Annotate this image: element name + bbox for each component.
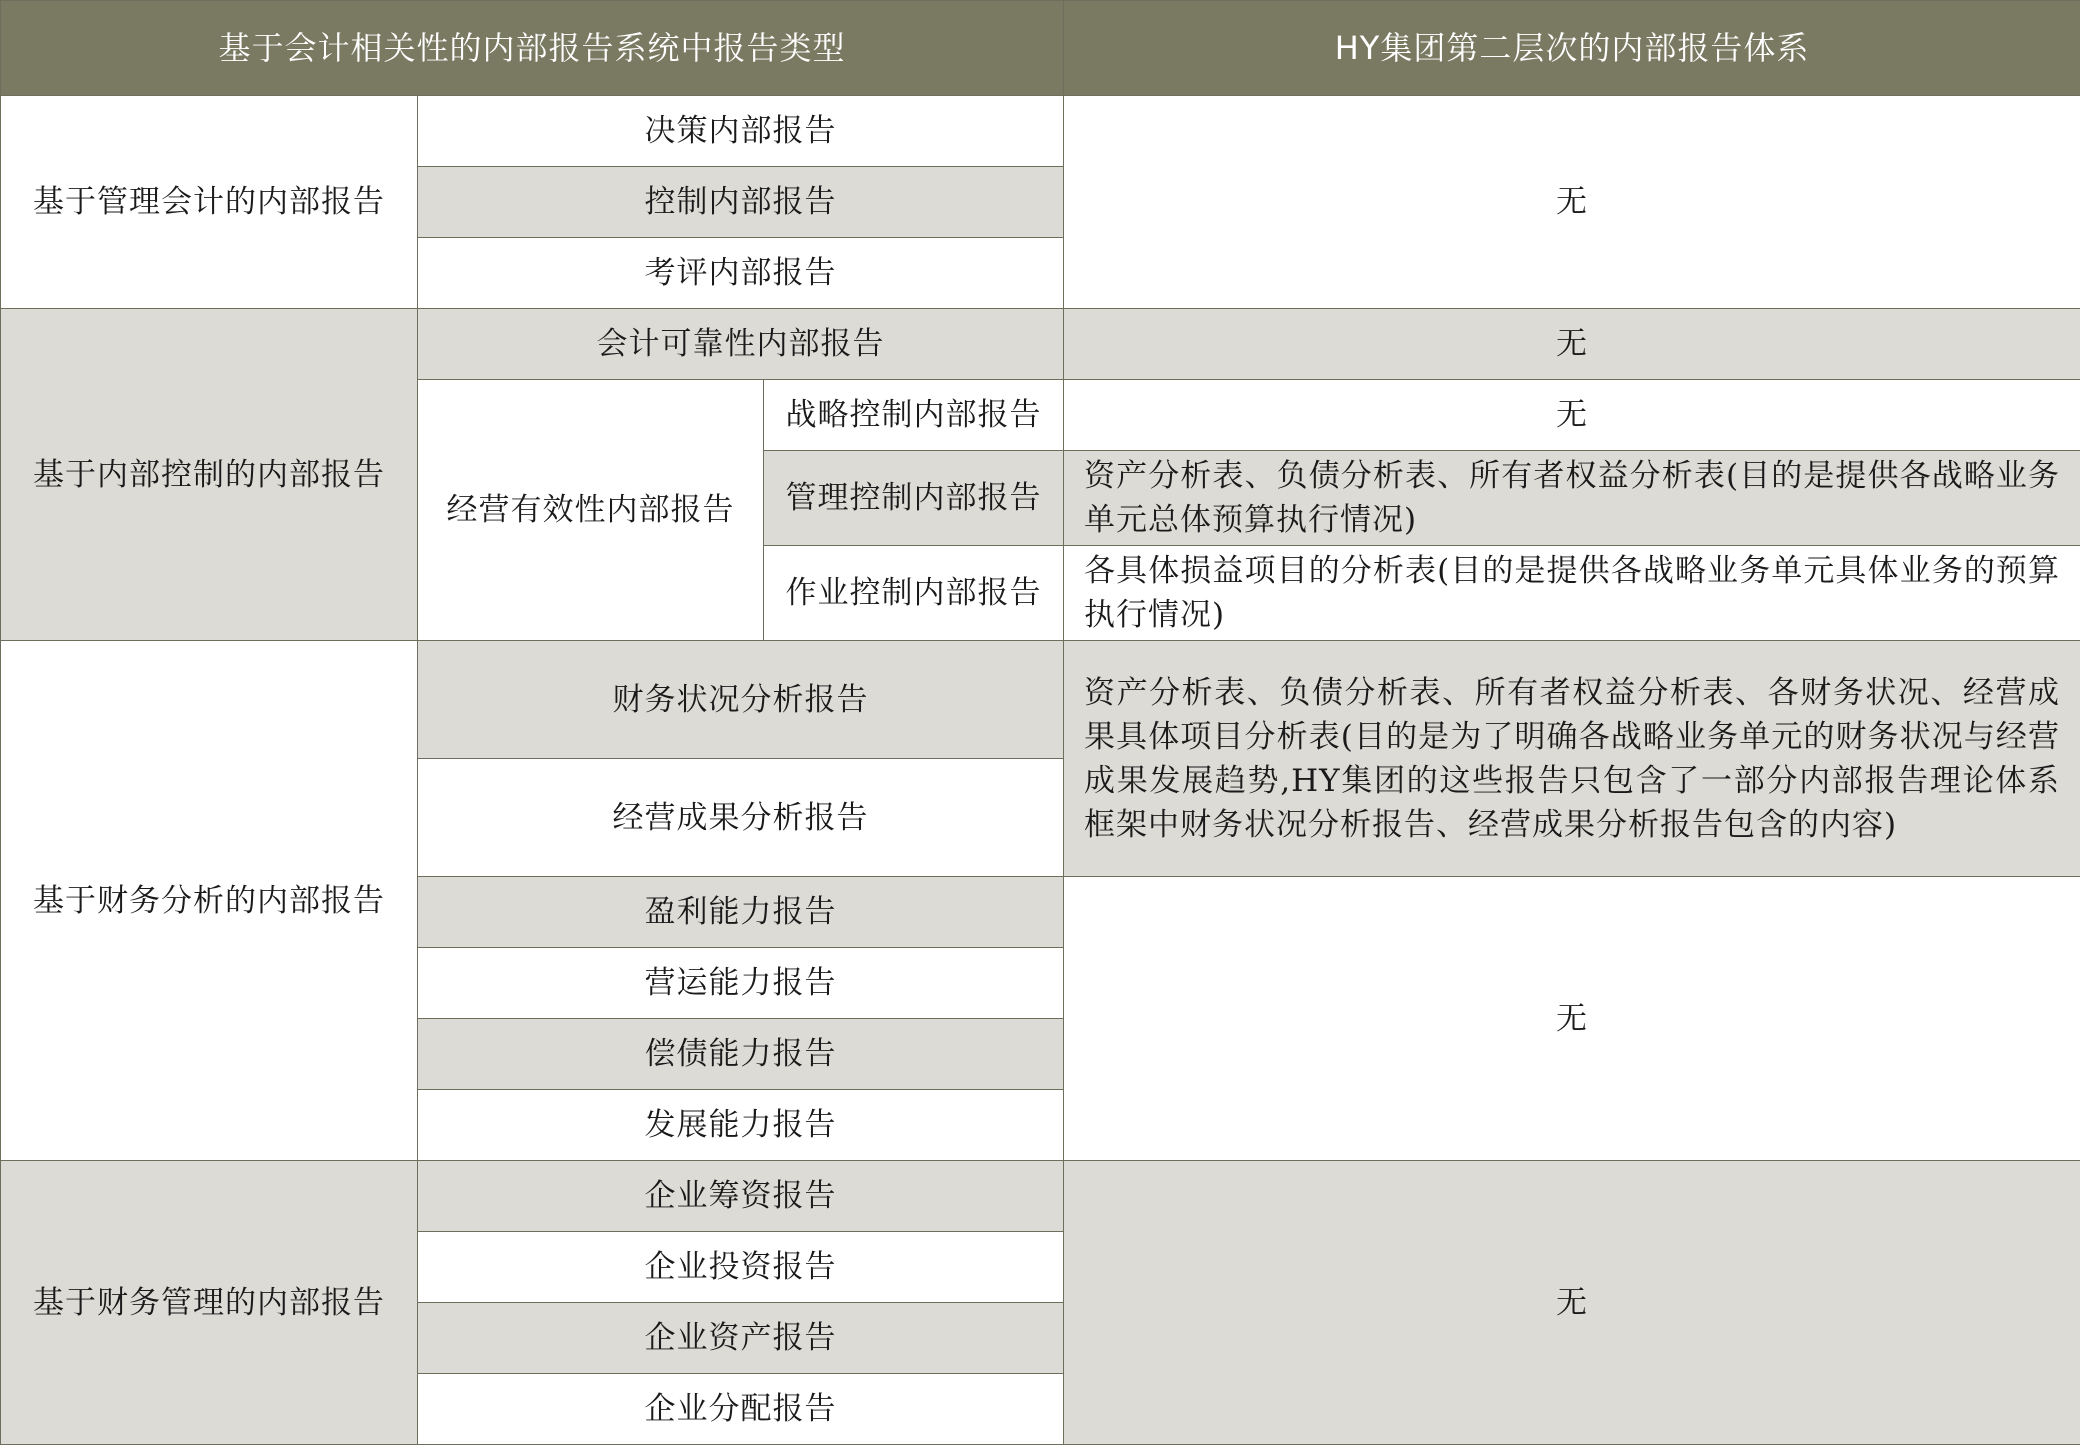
report-type-cell: 战略控制内部报告 bbox=[764, 380, 1064, 451]
report-type-cell: 管理控制内部报告 bbox=[764, 451, 1064, 546]
report-type-cell: 经营成果分析报告 bbox=[418, 759, 1064, 877]
report-type-cell: 考评内部报告 bbox=[418, 238, 1064, 309]
report-type-cell: 偿债能力报告 bbox=[418, 1019, 1064, 1090]
value-cell: 无 bbox=[1064, 877, 2080, 1161]
group-financial-management: 基于财务管理的内部报告 bbox=[1, 1161, 418, 1445]
report-type-cell: 会计可靠性内部报告 bbox=[418, 309, 1064, 380]
value-cell: 资产分析表、负债分析表、所有者权益分析表(目的是提供各战略业务单元总体预算执行情况) bbox=[1064, 451, 2080, 546]
header-right: HY集团第二层次的内部报告体系 bbox=[1064, 1, 2080, 96]
subgroup-effectiveness: 经营有效性内部报告 bbox=[418, 380, 764, 641]
report-type-cell: 企业筹资报告 bbox=[418, 1161, 1064, 1232]
value-cell: 各具体损益项目的分析表(目的是提供各战略业务单元具体业务的预算执行情况) bbox=[1064, 546, 2080, 641]
report-type-cell: 作业控制内部报告 bbox=[764, 546, 1064, 641]
group-internal-control: 基于内部控制的内部报告 bbox=[1, 309, 418, 641]
report-type-cell: 决策内部报告 bbox=[418, 96, 1064, 167]
value-cell: 无 bbox=[1064, 1161, 2080, 1445]
report-type-cell: 控制内部报告 bbox=[418, 167, 1064, 238]
report-type-cell: 盈利能力报告 bbox=[418, 877, 1064, 948]
value-cell: 无 bbox=[1064, 309, 2080, 380]
header-left: 基于会计相关性的内部报告系统中报告类型 bbox=[1, 1, 1064, 96]
value-cell: 无 bbox=[1064, 96, 2080, 309]
value-cell: 无 bbox=[1064, 380, 2080, 451]
group-financial-analysis: 基于财务分析的内部报告 bbox=[1, 641, 418, 1161]
report-type-cell: 营运能力报告 bbox=[418, 948, 1064, 1019]
group-management-accounting: 基于管理会计的内部报告 bbox=[1, 96, 418, 309]
report-type-cell: 发展能力报告 bbox=[418, 1090, 1064, 1161]
report-type-cell: 企业投资报告 bbox=[418, 1232, 1064, 1303]
value-cell: 资产分析表、负债分析表、所有者权益分析表、各财务状况、经营成果具体项目分析表(目的是为了明确各战略业务单元的财务状况与经营成果发展趋势,HY集团的这些报告只包含了一部分内部报告理论体系框架中财务状况分析报告、经营成果分析报告包含的内容) bbox=[1064, 641, 2080, 877]
report-type-cell: 财务状况分析报告 bbox=[418, 641, 1064, 759]
report-type-cell: 企业分配报告 bbox=[418, 1374, 1064, 1445]
report-type-cell: 企业资产报告 bbox=[418, 1303, 1064, 1374]
